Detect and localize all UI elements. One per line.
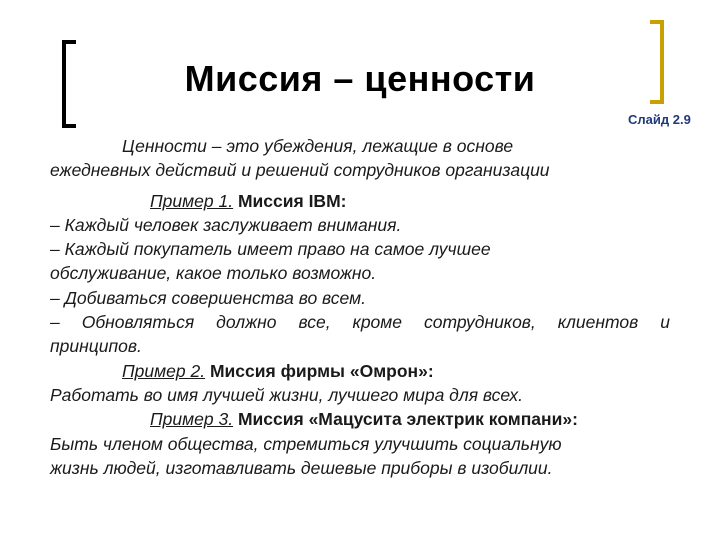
definition-line-2: ежедневных действий и решений сотрудников организации: [50, 160, 550, 181]
example1-label: Пример 1.: [150, 190, 234, 211]
definition-term: Ценности: [122, 136, 207, 156]
example3-line-2: жизнь людей, изготавливать дешевые приборы в изобилии.: [50, 457, 553, 478]
example1-heading: Миссия IBM:: [233, 190, 347, 211]
example1-heading-line: [50, 189, 670, 213]
example1-item-4-line-2: принципов.: [50, 336, 142, 357]
example3-heading: Миссия «Мацусита электрик компани»:: [233, 409, 578, 430]
example1-item-3: – Добиваться совершенства во всем.: [50, 287, 366, 308]
slide-number: Слайд 2.9: [628, 112, 691, 127]
example3-heading-line: [50, 407, 670, 431]
example2-text: Работать во имя лучшей жизни, лучшего мира для всех.: [50, 384, 524, 405]
slide-title: Миссия – ценности: [184, 58, 536, 99]
definition-text: – это убеждения, лежащие в основе: [206, 136, 514, 156]
example3-label: Пример 3.: [150, 409, 234, 430]
slide-body: [50, 134, 670, 480]
example2-heading: Миссия фирмы «Омрон»:: [205, 360, 434, 381]
definition-line-1: [50, 134, 670, 158]
example1-item-2-line-1: – Каждый покупатель имеет право на самое лучшее: [50, 239, 491, 260]
example1-item-2-line-2: обслуживание, какое только возможно.: [50, 263, 377, 284]
example2-label: Пример 2.: [122, 360, 206, 381]
example1-item-4-line-1: – Обновляться должно все, кроме сотрудников, клиентов и: [50, 312, 670, 333]
example1-item-1: – Каждый человек заслуживает внимания.: [50, 214, 402, 235]
example2-heading-line: [50, 359, 670, 383]
example3-line-1: Быть членом общества, стремиться улучшить социальную: [50, 433, 562, 454]
